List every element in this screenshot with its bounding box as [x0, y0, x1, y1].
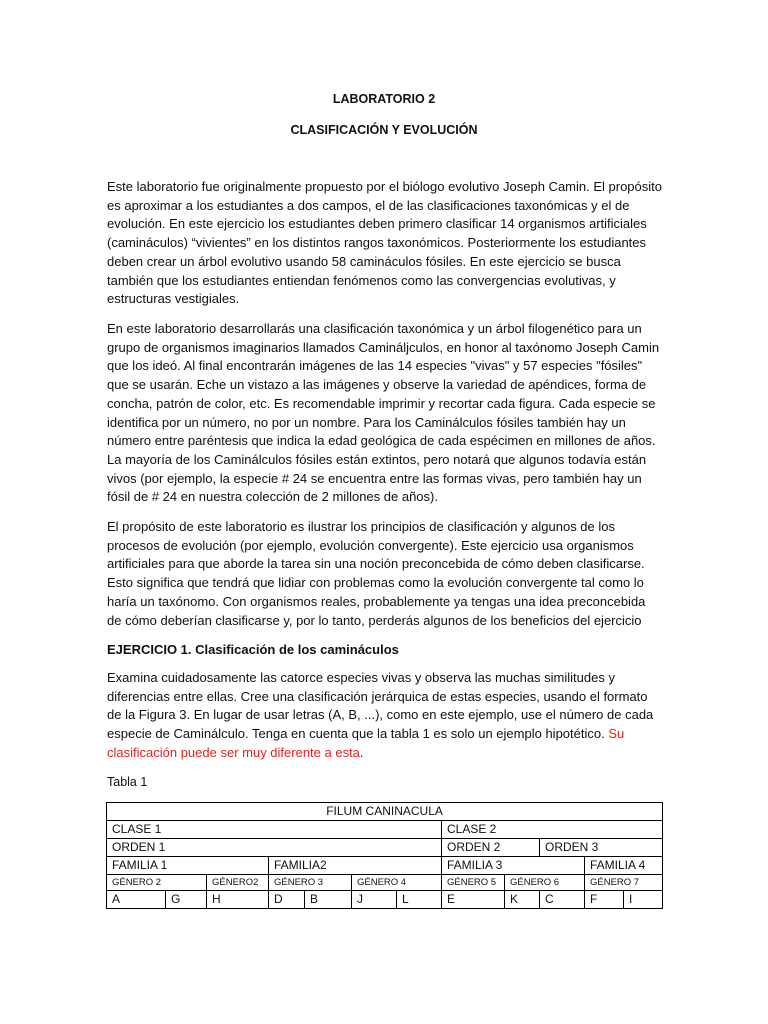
genus-cell: GÉNERO 4 — [352, 875, 442, 891]
species-row — [107, 891, 663, 909]
species-cell: B — [305, 891, 352, 909]
exercise-end: . — [359, 744, 364, 760]
species-cell: H — [207, 891, 269, 909]
family-cell: FAMILIA 4 — [585, 857, 663, 875]
order-cell: ORDEN 3 — [540, 839, 663, 857]
family-cell: FAMILIA2 — [269, 857, 442, 875]
species-cell: I — [624, 891, 663, 909]
species-cell: L — [397, 891, 442, 909]
family-row — [107, 857, 663, 875]
document-title: LABORATORIO 2 — [332, 92, 436, 106]
genus-cell: GÉNERO 6 — [505, 875, 585, 891]
highlight-note: Su clasificación puede ser muy diferente a esta — [107, 726, 625, 760]
species-cell: J — [352, 891, 397, 909]
table-caption: Tabla 1 — [107, 775, 148, 789]
genus-cell: GÉNERO 3 — [269, 875, 352, 891]
method-paragraph: En este laboratorio desarrollarás una clasificación taxonómica y un árbol filogenético para un grupo de organismos imaginarios llamados Camináljculos, en honor al taxónomo Joseph Camin que los ideó. Al final encontrarán imágenes de las 14 especies "vivas" y 57 especies "fósiles" que se usarán. Eche un vistazo a las imágenes y observe la variedad de apéndices, forma de concha, patrón de color, etc. Es recomendable imprimir y recortar cada figura. Cada especie se identifica por un número, no por un nombre. Para los Caminálculos fósiles también hay un número entre paréntesis que indica la edad geológica de cada espécimen en millones de años. La mayoría de los Caminálculos fósiles están extintos, pero notará que algunos todavía están vivos (por ejemplo, la especie # 24 se encuentra entre las formas vivas, pero también hay un fósil de # 24 en nuestra colección de 2 millones de años). — [107, 321, 660, 505]
class-cell: CLASE 2 — [442, 821, 663, 839]
phylum-row — [107, 803, 663, 821]
exercise-heading: EJERCICIO 1. Clasificación de los camináculos — [107, 642, 399, 657]
document-subtitle: CLASIFICACIÓN Y EVOLUCIÓN — [290, 123, 478, 137]
order-row — [107, 839, 663, 857]
order-cell: ORDEN 1 — [107, 839, 442, 857]
phylum-cell: FILUM CANINACULA — [107, 803, 663, 821]
family-cell: FAMILIA 3 — [442, 857, 585, 875]
species-cell: C — [540, 891, 585, 909]
species-cell: E — [442, 891, 505, 909]
order-cell: ORDEN 2 — [442, 839, 540, 857]
intro-paragraph: Este laboratorio fue originalmente propuesto por el biólogo evolutivo Joseph Camin. El propósito es aproximar a los estudiantes a dos campos, el de las clasificaciones taxonómicas y el de evolución. En este ejercicio los estudiantes deben primero clasificar 14 organismos artificiales (camináculos) “vivientes” en los distintos rangos taxonómicos. Posteriormente los estudiantes deben crear un árbol evolutivo usando 58 camináculos fósiles. En este ejercicio se busca también que los estudiantes entiendan fenómenos como las convergencias evolutivas, y estructuras vestigiales. — [107, 179, 662, 307]
species-cell: D — [269, 891, 305, 909]
exercise-paragraph — [107, 669, 663, 763]
genus-cell: GÉNERO 5 — [442, 875, 505, 891]
genus-cell: GÉNERO 7 — [585, 875, 663, 891]
purpose-paragraph: El propósito de este laboratorio es ilustrar los principios de clasificación y algunos de los procesos de evolución (por ejemplo, evolución convergente). Este ejercicio usa organismos artificiales para que aborde la tarea sin una noción preconcebida de cómo deben clasificarse. Esto significa que tendrá que lidiar con problemas como la evolución convergente tal como lo haría un taxónomo. Con organismos reales, probablemente ya tengas una idea preconcebida de cómo deberían clasificarse y, por lo tanto, perderás algunos de los beneficios del ejercicio — [107, 519, 646, 628]
genus-row — [107, 875, 663, 891]
species-cell: K — [505, 891, 540, 909]
exercise-text: Examina cuidadosamente las catorce especies vivas y observa las muchas similitudes y diferencias entre ellas. Cree una clasificación jerárquica de estas especies, usando el formato de la Figura 3. En lugar de usar letras (A, B, ...), como en este ejemplo, use el número de cada especie de Caminálculo. Tenga en cuenta que la tabla 1 es solo un ejemplo hipotético. — [107, 670, 654, 742]
genus-cell: GÉNERO 2 — [107, 875, 207, 891]
species-cell: A — [107, 891, 166, 909]
class-cell: CLASE 1 — [107, 821, 442, 839]
classification-table — [106, 802, 663, 909]
species-cell: G — [166, 891, 207, 909]
species-cell: F — [585, 891, 624, 909]
class-row — [107, 821, 663, 839]
family-cell: FAMILIA 1 — [107, 857, 269, 875]
genus-cell: GÉNERO2 — [207, 875, 269, 891]
